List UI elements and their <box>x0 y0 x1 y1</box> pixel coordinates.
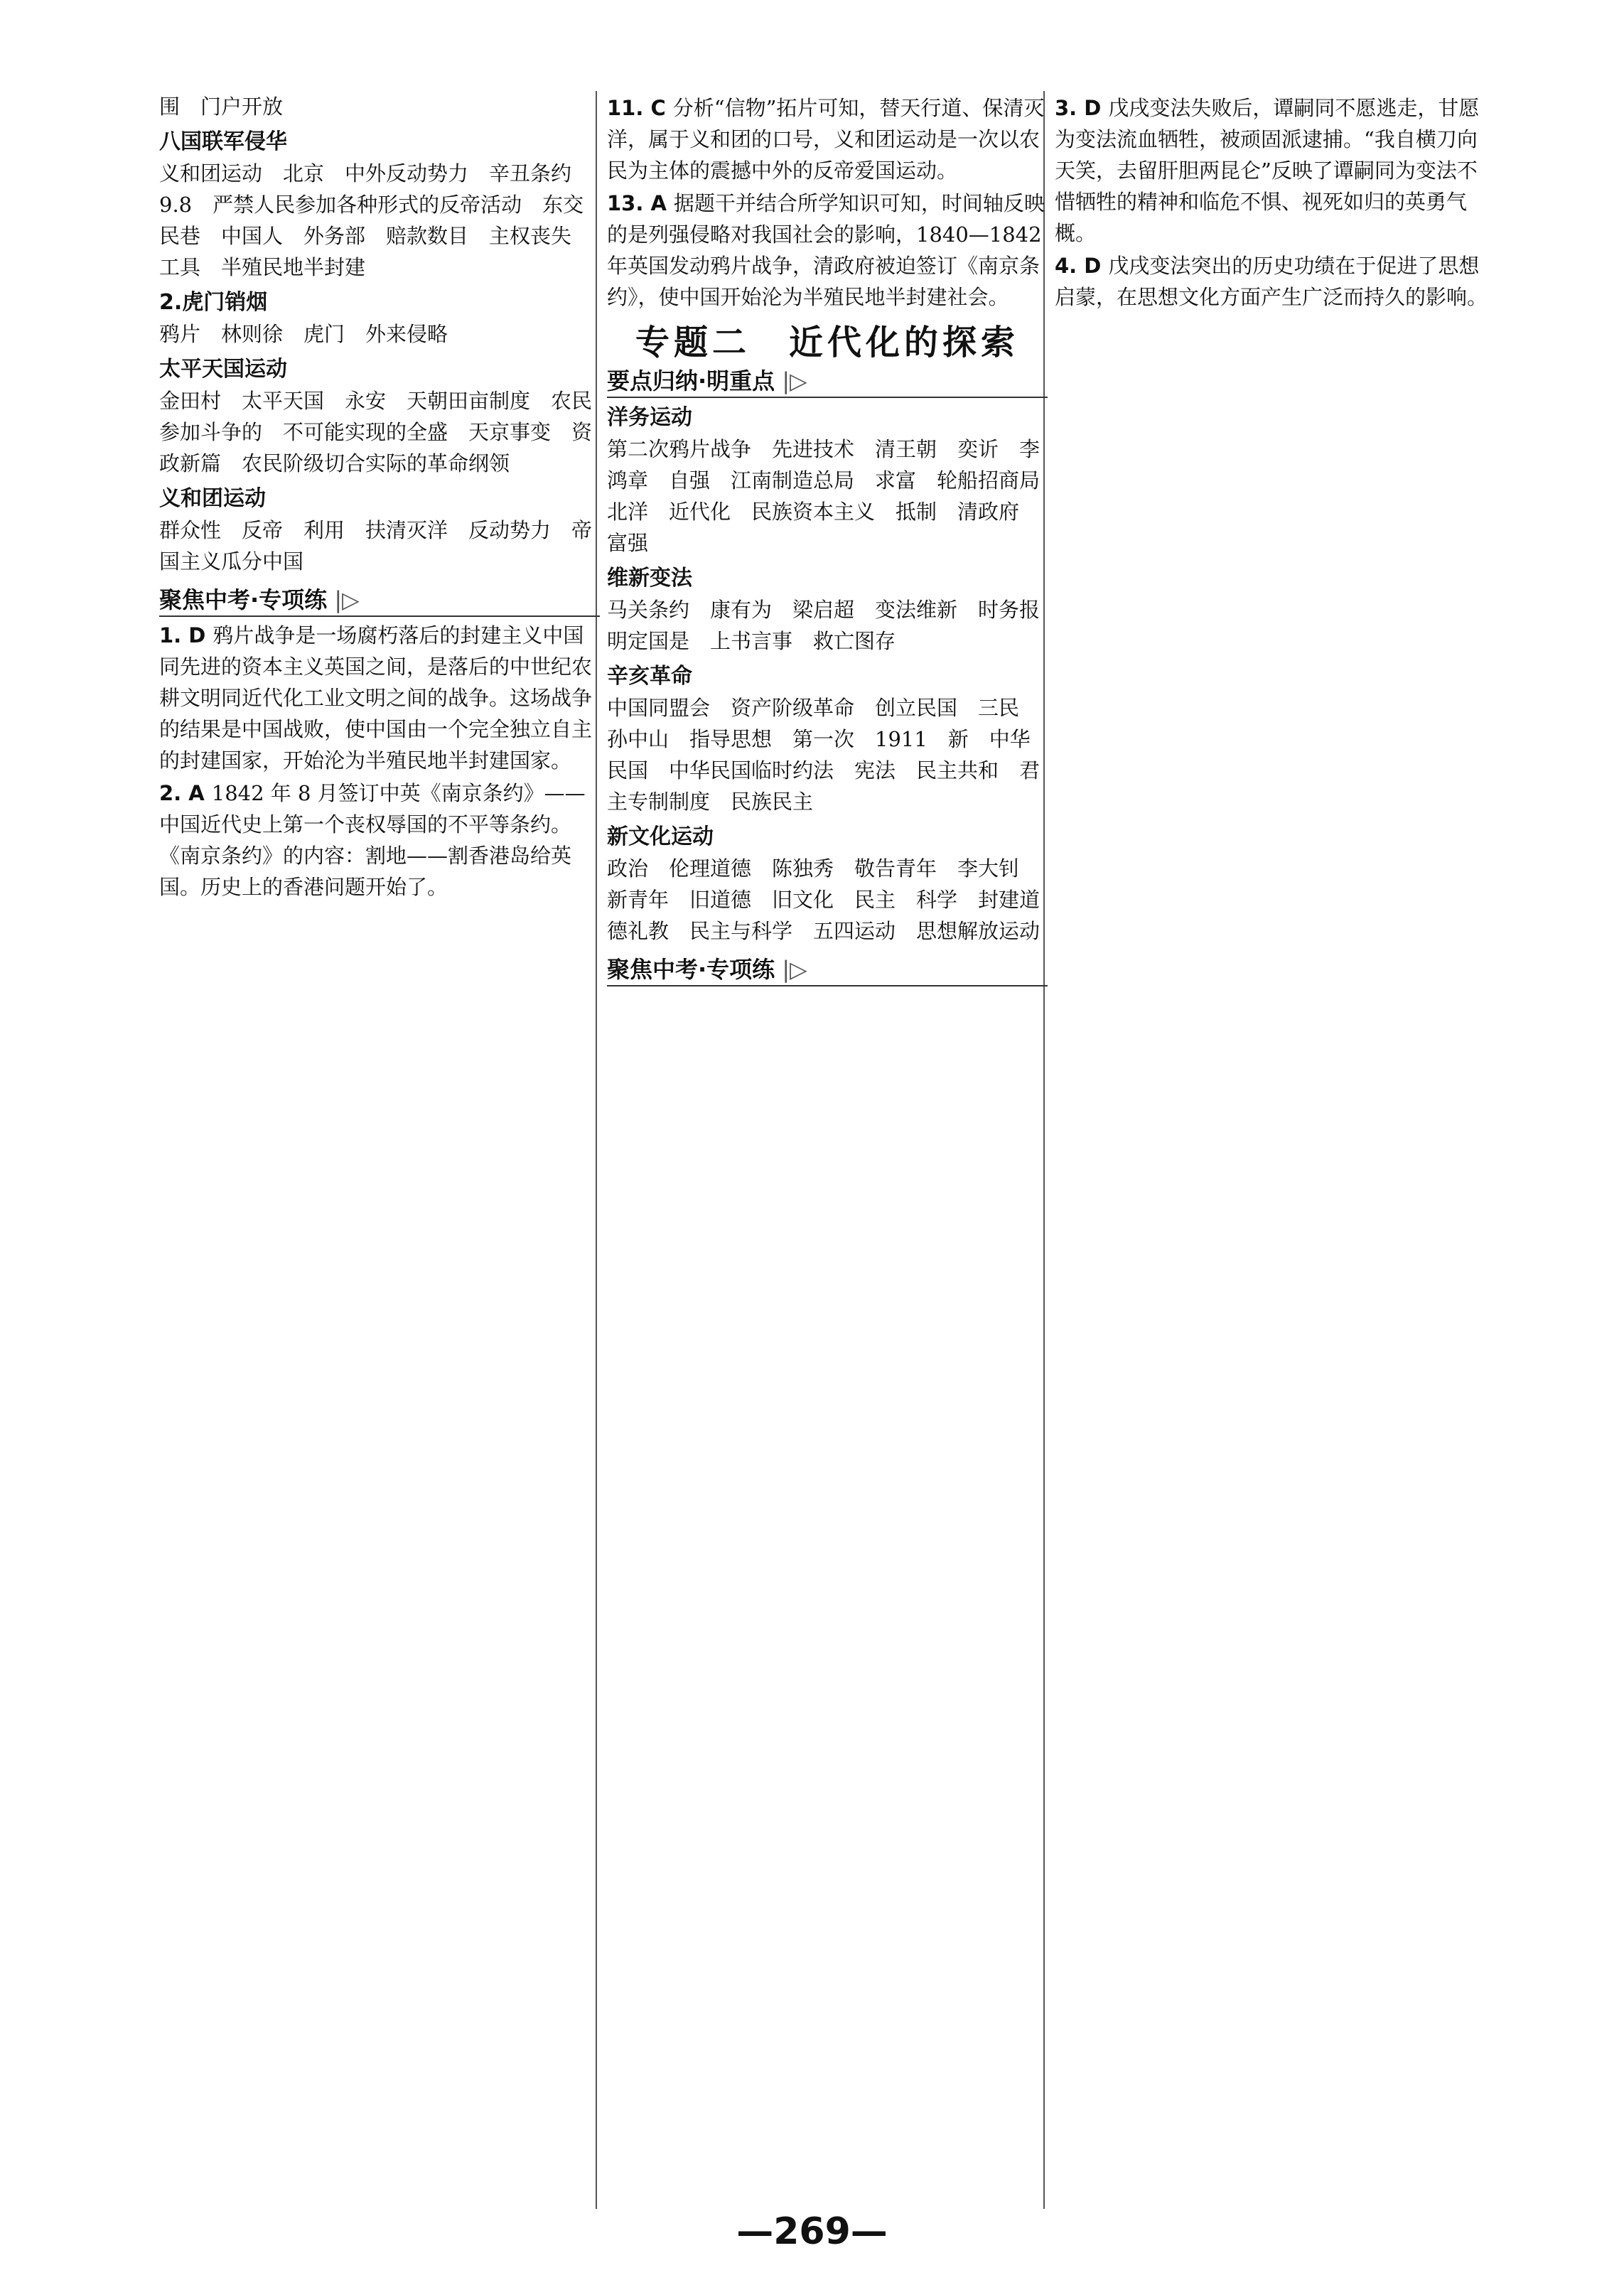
answer-text: 分析“信物”拓片可知，替天行道、保清灭洋，属于义和团的口号，义和团运动是一次以农民为主体的震撼中外的反帝爱国运动。 <box>607 96 1045 183</box>
page-number: —269— <box>736 2210 888 2253</box>
intro-line: 围 门户开放 <box>159 95 284 119</box>
chapter-title: 专题二 近代化的探索 <box>635 323 1019 362</box>
answer-text: 据题干并结合所学知识可知，时间轴反映的是列强侵略对我国社会的影响，1840—1842 年英国发动鸦片战争，清政府被迫签订《南京条约》，使中国开始沦为半殖民地半封建社会。 <box>607 191 1045 309</box>
keyword-line: 马关条约 康有为 梁启超 变法维新 时务报 明定国是 上书言事 救亡图存 <box>607 598 1061 653</box>
section-title: 维新变法 <box>607 566 692 591</box>
answer-number: 11. C <box>607 96 666 120</box>
answer-text: 戊戌变法突出的历史功绩在于促进了思想启蒙，在思想文化方面产生广泛而持久的影响。 <box>1055 254 1488 309</box>
keyword-line: 义和团运动 北京 中外反动势力 辛丑条约 9.8 严禁人民参加各种形式的反帝活动 东交民巷 中国人 外务部 赔款数目 主权丧失 工具 半殖民地半封建 <box>159 161 593 279</box>
section-title: 辛亥革命 <box>607 664 692 689</box>
section-band: 要点归纳·明重点 |▷ <box>607 365 1048 398</box>
answer-number: 4. D <box>1055 254 1102 278</box>
keyword-line: 政治 伦理道德 陈独秀 敬告青年 李大钊 新青年 旧道德 旧文化 民主 科学 封建道德礼教 民主与科学 五四运动 思想解放运动 <box>607 856 1040 943</box>
section-title: 太平天国运动 <box>159 357 287 382</box>
answer-text: 鸦片战争是一场腐朽落后的封建主义中国同先进的资本主义英国之间，是落后的中世纪农耕文明同近代化工业文明之间的战争。这场战争的结果是中国战败，使中国由一个完全独立自主的封建国家，开始沦为半殖民地半封建国家。 <box>159 623 593 773</box>
answer-item <box>607 92 1048 186</box>
section-band: 聚焦中考·专项练 |▷ <box>607 954 1048 986</box>
column-middle <box>607 91 1061 989</box>
keyword-line: 第二次鸦片战争 先进技术 清王朝 奕䜣 李鸿章 自强 江南制造总局 求富 轮船招商局 北洋 近代化 民族资本主义 抵制 清政府 富强 <box>607 437 1061 555</box>
keyword-line: 中国同盟会 资产阶级革命 创立民国 三民 孙中山 指导思想 第一次 1911 新 中华民国 中华民国临时约法 宪法 民主共和 君主专制制度 民族民主 <box>607 696 1040 814</box>
answer-number: 13. A <box>607 191 667 215</box>
answer-number: 3. D <box>1055 96 1102 120</box>
answer-text: 1842 年 8 月签订中英《南京条约》——中国近代史上第一个丧权辱国的不平等条约。《南京条约》的内容：割地——割香港岛给英国。历史上的香港问题开始了。 <box>159 781 586 899</box>
section-title: 2.虎门销烟 <box>159 290 268 315</box>
answer-item <box>1055 92 1495 249</box>
answer-text: 戊戌变法失败后，谭嗣同不愿逃走，甘愿为变法流血牺牲，被顽固派逮捕。“我自横刀向天笑，去留肝胆两昆仑”反映了谭嗣同为变法不惜牺牲的精神和临危不惧、视死如归的英勇气概。 <box>1055 96 1480 245</box>
section-title: 洋务运动 <box>607 405 692 430</box>
answer-item <box>1055 250 1495 313</box>
answer-item <box>159 778 600 903</box>
keyword-line: 群众性 反帝 利用 扶清灭洋 反动势力 帝国主义瓜分中国 <box>159 518 593 574</box>
answer-item <box>159 620 600 776</box>
answer-number: 2. A <box>159 781 205 805</box>
answer-item <box>607 188 1048 313</box>
section-title: 义和团运动 <box>159 486 266 511</box>
section-band: 聚焦中考·专项练 |▷ <box>159 584 600 617</box>
answer-number: 1. D <box>159 623 206 647</box>
section-title: 新文化运动 <box>607 824 714 849</box>
column-right <box>1055 91 1495 314</box>
keyword-line: 鸦片 林则徐 虎门 外来侵略 <box>159 322 448 346</box>
column-left <box>159 91 600 904</box>
keyword-line: 金田村 太平天国 永安 天朝田亩制度 农民参加斗争的 不可能实现的全盛 天京事变 资政新篇 农民阶级切合实际的革命纲领 <box>159 389 593 475</box>
section-title: 八国联军侵华 <box>159 129 287 154</box>
